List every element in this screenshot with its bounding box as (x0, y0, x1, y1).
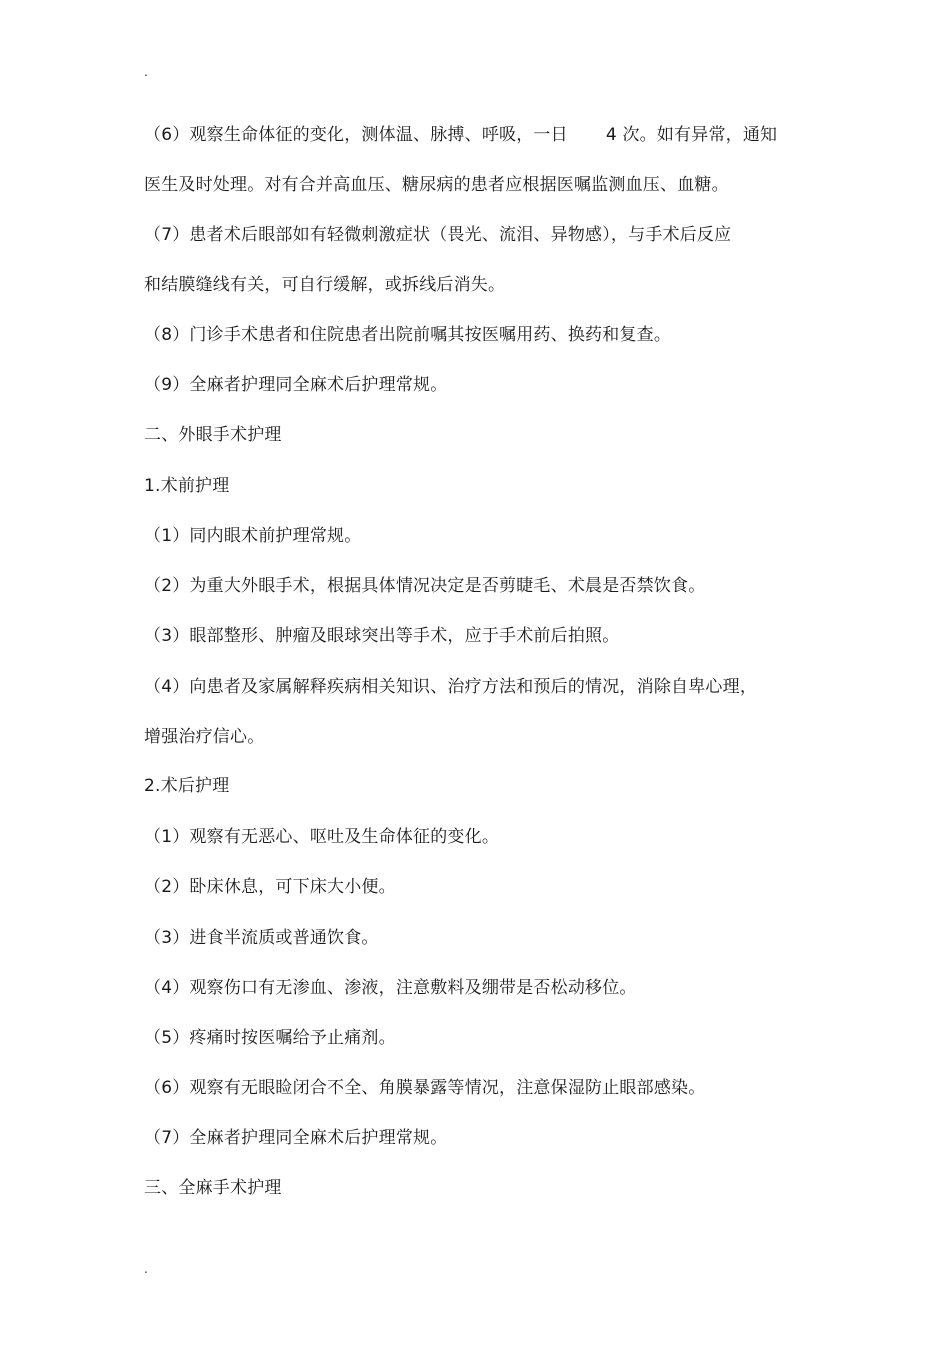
bottom-page-mark: . (144, 1262, 148, 1276)
paragraph-line: （3）进食半流质或普通饮食。 (144, 928, 379, 948)
paragraph-line: （7）患者术后眼部如有轻微刺激症状（畏光、流泪、异物感），与手术后反应 (144, 225, 732, 245)
paragraph-line: （5）疼痛时按医嘱给予止痛剂。 (144, 1028, 396, 1048)
paragraph-line: （4）向患者及家属解释疾病相关知识、治疗方法和预后的情况，消除自卑心理， (144, 677, 758, 697)
paragraph-line: 医生及时处理。对有合并高血压、糖尿病的患者应根据医嘱监测血压、血糖。 (144, 175, 729, 195)
subsection-heading: 1.术前护理 (144, 476, 230, 496)
paragraph-line: （1）同内眼术前护理常规。 (144, 526, 362, 546)
paragraph-line: （2）为重大外眼手术，根据具体情况决定是否剪睫毛、术晨是否禁饮食。 (144, 576, 706, 596)
paragraph-line: （9）全麻者护理同全麻术后护理常规。 (144, 375, 448, 395)
section-heading: 三、全麻手术护理 (144, 1178, 282, 1198)
paragraph-line: （2）卧床休息，可下床大小便。 (144, 877, 396, 897)
paragraph-line: （1）观察有无恶心、呕吐及生命体征的变化。 (144, 827, 500, 847)
paragraph-line: （3）眼部整形、肿瘤及眼球突出等手术，应于手术前后拍照。 (144, 626, 620, 646)
top-page-mark: . (144, 65, 148, 79)
paragraph-line: （8）门诊手术患者和住院患者出院前嘱其按医嘱用药、换药和复查。 (144, 325, 672, 345)
paragraph-line: 和结膜缝线有关，可自行缓解，或拆线后消失。 (144, 275, 506, 295)
line-segment: 4 次。如有异常，通知 (605, 125, 778, 145)
paragraph-line: （7）全麻者护理同全麻术后护理常规。 (144, 1128, 448, 1148)
section-heading: 二、外眼手术护理 (144, 425, 282, 445)
paragraph-line: （4）观察伤口有无渗血、渗液，注意敷料及绷带是否松动移位。 (144, 978, 637, 998)
paragraph-line: （6）观察有无眼睑闭合不全、角膜暴露等情况，注意保湿防止眼部感染。 (144, 1078, 706, 1098)
paragraph-line: 增强治疗信心。 (144, 727, 265, 747)
subsection-heading: 2.术后护理 (144, 776, 230, 796)
line-segment: （6）观察生命体征的变化，测体温、脉搏、呼吸，一日 (144, 125, 568, 145)
paragraph-line (144, 125, 777, 145)
